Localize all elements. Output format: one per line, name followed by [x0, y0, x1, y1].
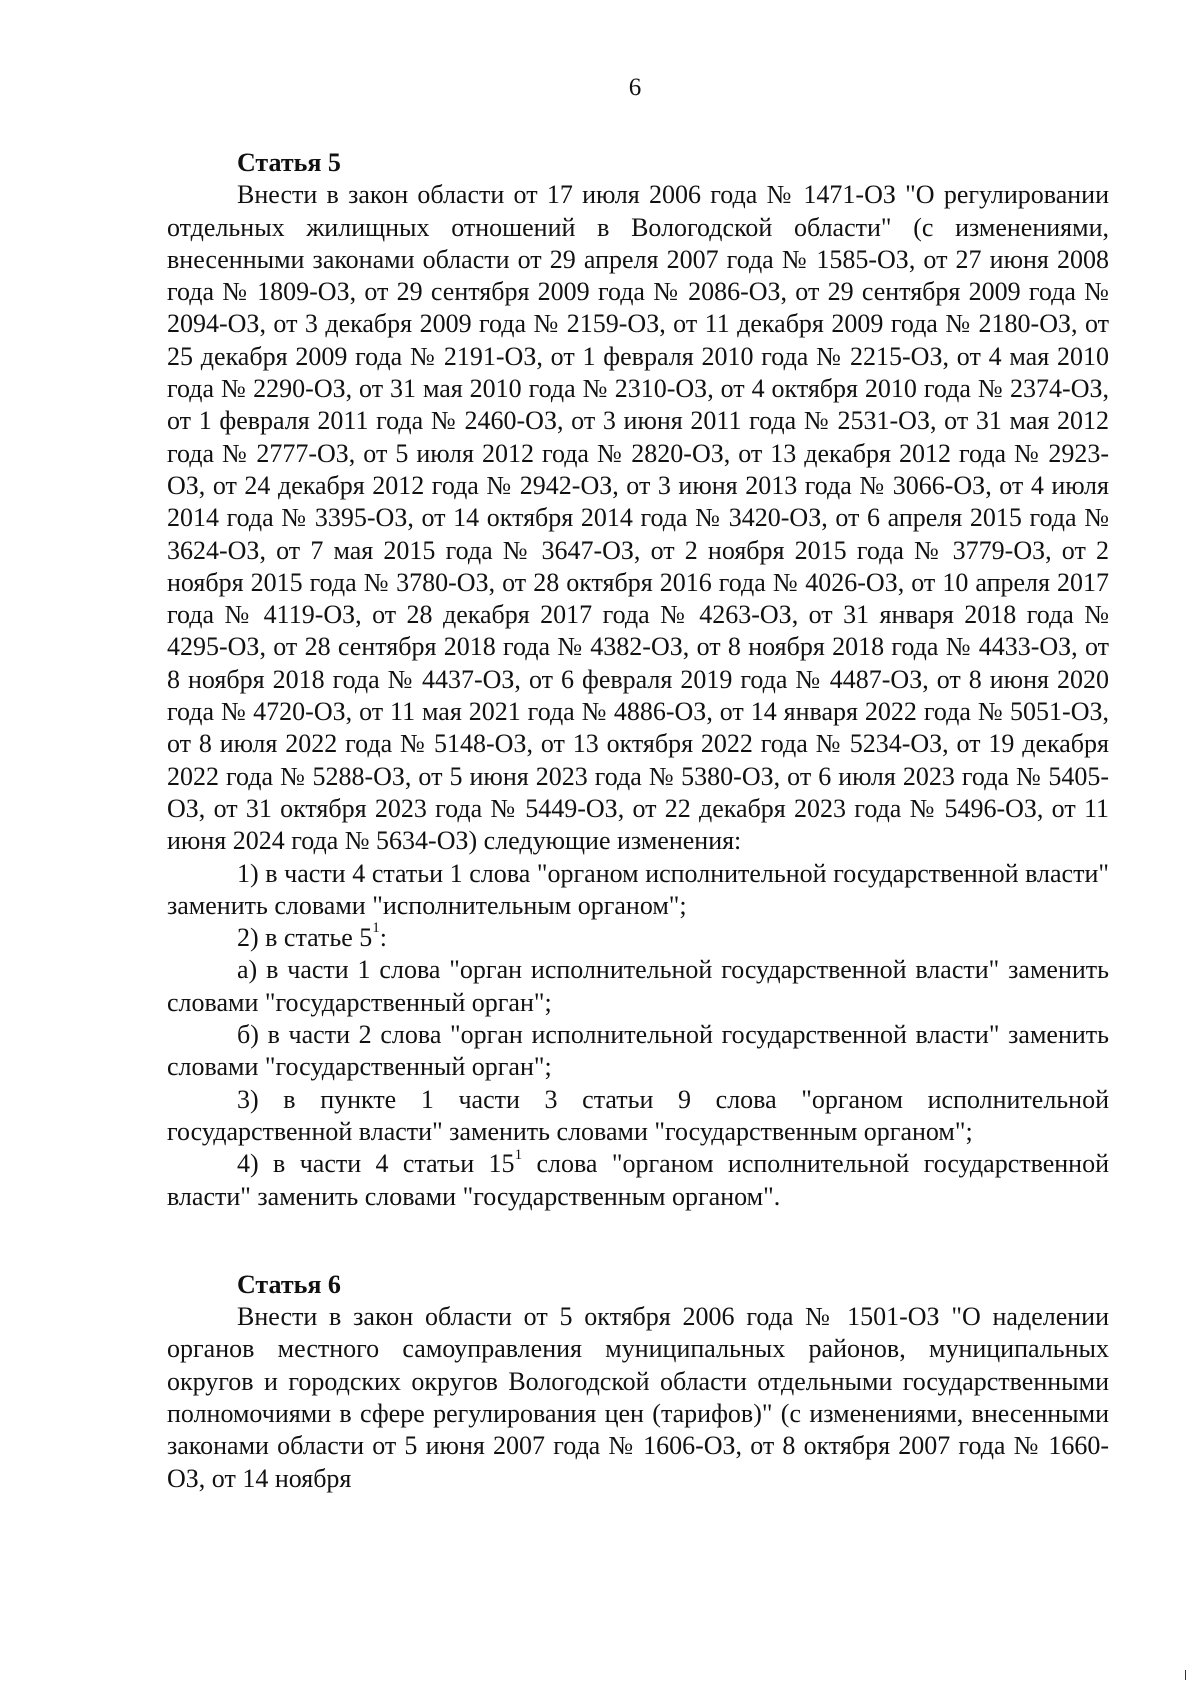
- item-2-suffix: :: [379, 923, 388, 953]
- article-6-intro: Внести в закон области от 5 октября 2006 года № 1501-ОЗ "О наделении органов местного самоуправления муниципальных районов, муниципальных округов и городских округов Вологодской области отдельными государственными полномочиями в сфере регулирования цен (тарифов)" (с изменениями, внесенными законами области от 5 июня 2007 года № 1606-ОЗ, от 8 октября 2007 года № 1660-ОЗ, от 14 ноября: [167, 1302, 1109, 1493]
- article-5-heading: Статья 5: [237, 148, 341, 177]
- article-6-heading: Статья 6: [237, 1269, 341, 1299]
- item-2-superscript: 1: [372, 920, 380, 937]
- article-6: [167, 1269, 1109, 1495]
- article-5-item-3: 3) в пункте 1 части 3 статьи 9 слова "органом исполнительной государственной власти" заменить словами "государственным органом";: [167, 1084, 1109, 1146]
- article-5-item-2a: а) в части 1 слова "орган исполнительной государственной власти" заменить словами "государственный орган";: [167, 955, 1109, 1017]
- article-5: [167, 147, 1109, 1213]
- article-5-intro: Внести в закон области от 17 июля 2006 года № 1471-ОЗ "О регулировании отдельных жилищных отношений в Вологодской области" (с изменениями, внесенными законами области от 29 апреля 2007 года № 1585-ОЗ, от 27 июня 2008 года № 1809-ОЗ, от 29 сентября 2009 года № 2086-ОЗ, от 29 сентября 2009 года № 2094-ОЗ, от 3 декабря 2009 года № 2159-ОЗ, от 11 декабря 2009 года № 2180-ОЗ, от 25 декабря 2009 года № 2191-ОЗ, от 1 февраля 2010 года № 2215-ОЗ, от 4 мая 2010 года № 2290-ОЗ, от 31 мая 2010 года № 2310-ОЗ, от 4 октября 2010 года № 2374-ОЗ, от 1 февраля 2011 года № 2460-ОЗ, от 3 июня 2011 года № 2531-ОЗ, от 31 мая 2012 года № 2777-ОЗ, от 5 июля 2012 года № 2820-ОЗ, от 13 декабря 2012 года № 2923-ОЗ, от 24 декабря 2012 года № 2942-ОЗ, от 3 июня 2013 года № 3066-ОЗ, от 4 июля 2014 года № 3395-ОЗ, от 14 октября 2014 года № 3420-ОЗ, от 6 апреля 2015 года № 3624-ОЗ, от 7 мая 2015 года № 3647-ОЗ, от 2 ноября 2015 года № 3779-ОЗ, от 2 ноября 2015 года № 3780-ОЗ, от 28 октября 2016 года № 4026-ОЗ, от 10 апреля 2017 года № 4119-ОЗ, от 28 декабря 2017 года № 4263-ОЗ, от 31 января 2018 года № 4295-ОЗ, от 28 сентября 2018 года № 4382-ОЗ, от 8 ноября 2018 года № 4433-ОЗ, от 8 ноября 2018 года № 4437-ОЗ, от 6 февраля 2019 года № 4487-ОЗ, от 8 июня 2020 года № 4720-ОЗ, от 11 мая 2021 года № 4886-ОЗ, от 14 января 2022 года № 5051-ОЗ, от 8 июля 2022 года № 5148-ОЗ, от 13 октября 2022 года № 5234-ОЗ, от 19 декабря 2022 года № 5288-ОЗ, от 5 июня 2023 года № 5380-ОЗ, от 6 июля 2023 года № 5405-ОЗ, от 31 октября 2023 года № 5449-ОЗ, от 22 декабря 2023 года № 5496-ОЗ, от 11 июня 2024 года № 5634-ОЗ) следующие изменения:: [167, 180, 1109, 856]
- item-4-suffix: слова "органом исполнительной государственной власти" заменить словами "государственным органом".: [167, 1149, 1110, 1211]
- item-2-prefix: 2) в статье 5: [237, 923, 373, 953]
- article-5-item-4: [167, 1148, 1109, 1213]
- item-4-prefix: 4) в части 4 статьи 15: [237, 1149, 515, 1179]
- section-spacer: [167, 1213, 1109, 1269]
- scan-edge-mark: [1185, 1670, 1186, 1680]
- article-5-item-2b: б) в части 2 слова "орган исполнительной государственной власти" заменить словами "государственный орган";: [167, 1020, 1109, 1082]
- document-body: [167, 147, 1109, 1495]
- article-5-item-1: 1) в части 4 статьи 1 слова "органом исполнительной государственной власти" заменить словами "исполнительным органом";: [167, 858, 1109, 920]
- item-4-superscript: 1: [514, 1146, 523, 1163]
- article-5-item-2: [167, 922, 1109, 954]
- page-number: 6: [628, 74, 642, 101]
